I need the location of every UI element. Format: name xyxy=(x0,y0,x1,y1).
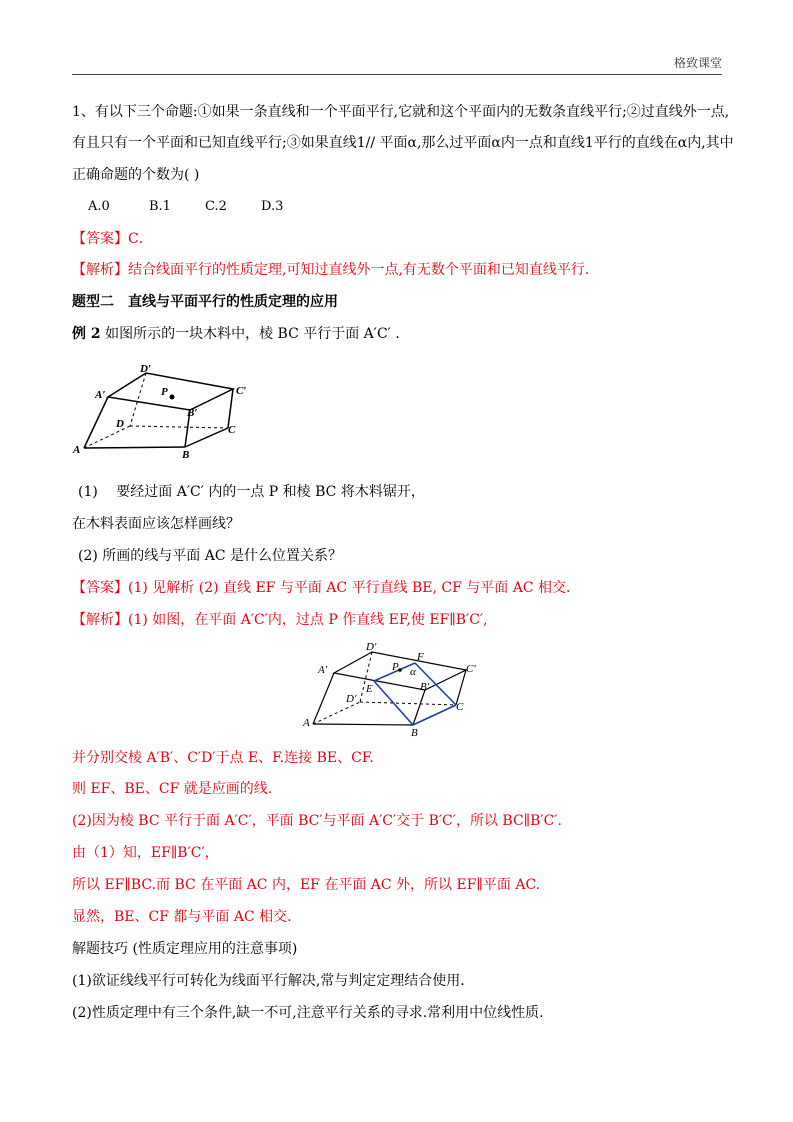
fig2-label-b: B xyxy=(411,727,418,739)
q1-option-c: C.2 xyxy=(205,199,227,214)
solution-line-6: 显然，BE、CF 都与平面 AC 相交. xyxy=(72,909,292,925)
fig1-label-b1: B′ xyxy=(187,407,198,419)
fig2-label-c: C xyxy=(456,701,464,713)
q1-line-1: 1、有以下三个命题:①如果一条直线和一个平面平行,它就和这个平面内的无数条直线平行;②过直线外一点, xyxy=(72,104,730,120)
fig1-label-b: B xyxy=(182,449,190,460)
question-2: (2) 所画的线与平面 AC 是什么位置关系？ xyxy=(78,548,343,564)
q1-line-3: 正确命题的个数为( ) xyxy=(72,167,200,183)
fig2-label-c1: C′ xyxy=(466,663,476,675)
example-line xyxy=(72,325,400,343)
fig1-label-a: A xyxy=(73,444,81,456)
q1-option-a: A.0 xyxy=(88,199,110,214)
header-divider xyxy=(72,74,722,75)
q1-option-b: B.1 xyxy=(149,199,171,214)
fig1-label-c: C xyxy=(228,424,236,436)
fig1-label-c1: C′ xyxy=(236,385,247,397)
fig1-label-d1: D′ xyxy=(140,363,152,375)
q1-answer: 【答案】C． xyxy=(72,231,153,247)
q1-analysis: 【解析】结合线面平行的性质定理,可知过直线外一点,有无数个平面和已知直线平行. xyxy=(72,262,590,278)
example-answer: 【答案】(1) 见解析 (2) 直线 EF 与平面 AC 平行直线 BE, CF 与平面 AC 相交. xyxy=(72,580,571,596)
solution-line-5: 所以 EF∥BC.而 BC 在平面 AC 内，EF 在平面 AC 外，所以 EF∥平面 AC. xyxy=(72,877,541,893)
q1-option-d: D.3 xyxy=(261,199,284,214)
fig2-label-b1: B′ xyxy=(420,681,430,693)
fig1-label-d: D xyxy=(116,418,124,430)
fig2-label-p: P xyxy=(392,661,399,673)
header-brand: 格致课堂 xyxy=(673,56,722,70)
fig2-label-alpha: α xyxy=(410,666,416,678)
fig2-label-e: E xyxy=(366,683,373,695)
question-1b: 在木料表面应该怎样画线？ xyxy=(72,516,240,532)
figure-cut-block xyxy=(298,640,483,740)
tips-item-2: (2)性质定理中有三个条件,缺一不可,注意平行关系的寻求.常利用中位线性质. xyxy=(72,1005,544,1021)
fig2-label-d1: D′ xyxy=(366,641,377,653)
fig1-label-a1: A′ xyxy=(95,389,106,401)
fig2-label-d: D′ xyxy=(346,693,357,705)
section-title: 题型二 直线与平面平行的性质定理的应用 xyxy=(72,294,338,310)
solution-line-3: (2)因为棱 BC 平行于面 A′C′，平面 BC′与平面 A′C′交于 B′C′，所以 BC∥B′C′. xyxy=(72,813,562,829)
solution-line-4: 由（1）知，EF∥B′C′， xyxy=(72,845,219,861)
figure-wood-block xyxy=(70,360,250,460)
example-label: 例 2 xyxy=(72,326,101,342)
solution-line-2: 则 EF、BE、CF 就是应画的线. xyxy=(72,781,273,797)
fig2-label-a1: A′ xyxy=(318,664,328,676)
question-1a: (1) 要经过面 A′C′ 内的一点 P 和棱 BC 将木料锯开， xyxy=(78,484,425,500)
fig1-label-p: P xyxy=(161,386,168,398)
fig2-label-a: A xyxy=(303,717,310,729)
solution-line-1: 并分别交棱 A′B′、C′D′于点 E、F.连接 BE、CF. xyxy=(72,750,374,766)
point-p-dot xyxy=(170,395,175,400)
example-text: 如图所示的一块木料中，棱 BC 平行于面 A′C′ . xyxy=(100,326,400,342)
example-analysis: 【解析】(1) 如图，在平面 A′C′内，过点 P 作直线 EF,使 EF∥B′C′, xyxy=(72,612,488,628)
tips-title: 解题技巧 (性质定理应用的注意事项) xyxy=(72,941,298,957)
q1-line-2: 有且只有一个平面和已知直线平行;③如果直线1// 平面α,那么过平面α内一点和直线1平行的直线在α内,其中 xyxy=(72,135,734,151)
fig2-label-f: F xyxy=(417,651,424,663)
tips-item-1: (1)欲证线线平行可转化为线面平行解决,常与判定定理结合使用. xyxy=(72,973,465,989)
